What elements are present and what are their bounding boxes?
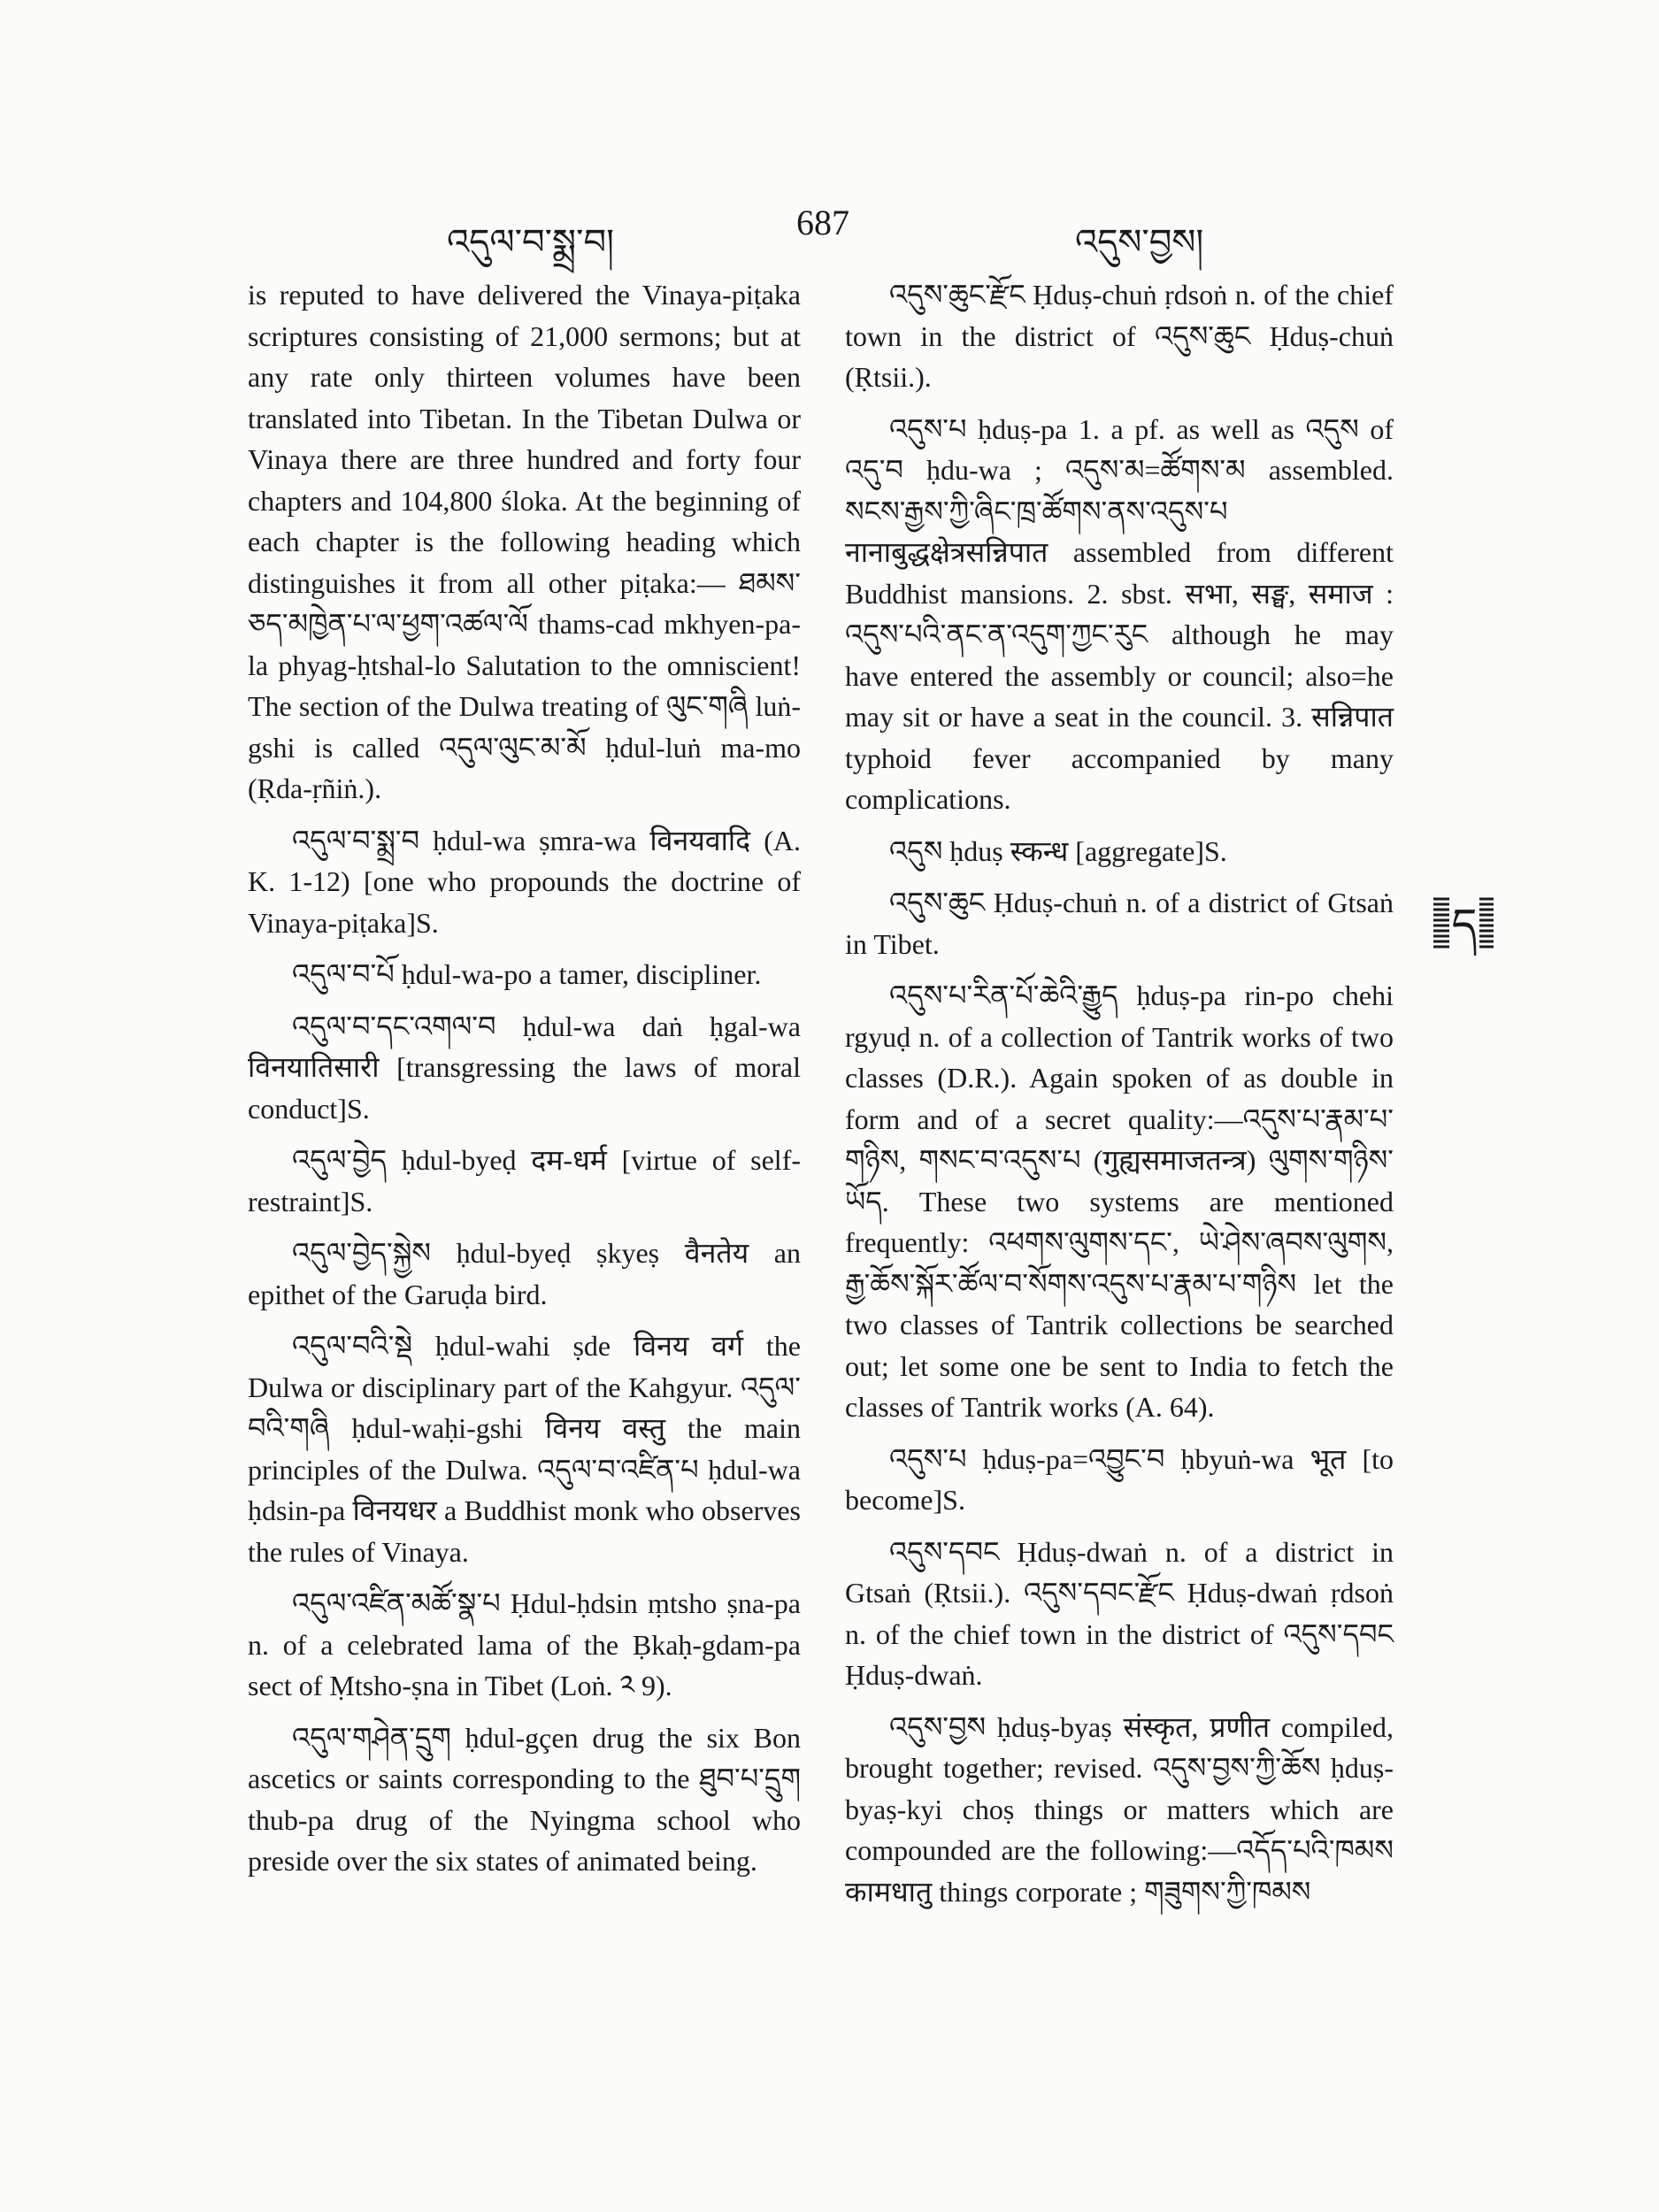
entry: འདུས་པ ḥduṣ-pa 1. a pf. as well as འདུས of འདུ་བ ḥdu-wa ; འདུས་མ=ཚོགས་མ assembled. སངས་རྒྱས་ཀྱི་ཞིང་ཁྲ་ཚོགས་ནས་འདུས་པ नानाबुद्धक्षेत्रसन्निपात assembled from different Buddhist mansions. 2. sbst. सभा, सङ्घ, समाज : འདུས་པའི་ནང་ན་འདུག་ཀྱང་རུང although he may have entered the assembly or council; also=he may sit or have a seat in the council. 3. सन्निपात typhoid fever accompanied by many complications. — [845, 412, 1394, 815]
entry: འདུལ་འཛིན་མཚོ་སྣ་པ Ḥdul-ḥdsin ṃtsho ṣna-pa n. of a celebrated lama of the Ḅkaḥ-gdam-pa sect of Ṃtsho-ṣna in Tibet (Loṅ. ༢ 9). — [248, 1587, 801, 1701]
entry: འདུས ḥduṣ स्कन्ध [aggregate]S. — [889, 834, 1227, 867]
entry: འདུས་ཆུང་རྫོང Ḥduṣ-chuṅ ṛdsoṅ n. of the chief town in the district of འདུས་ཆུང Ḥduṣ-chuṅ (Ṛtsii.). — [845, 279, 1394, 393]
entry: འདུལ་བ་སྨྲ་བ ḥdul-wa ṣmra-wa विनयवादि (A. K. 1-12) [one who propounds the doctrine of Vinaya-piṭaka]S. — [248, 824, 801, 939]
entry: འདུལ་བ་པོ ḥdul-wa-po a tamer, discipliner. — [292, 958, 762, 990]
entry: འདུལ་བྱེད ḥdul-byeḍ दम-धर्म [virtue of self-restraint]S. — [248, 1144, 801, 1217]
entry: འདུལ་གཤེན་དྲུག ḥdul-gçen drug the six Bon ascetics or saints corresponding to the ཐུབ་པ་དྲུག thub-pa drug of the Nyingma school who preside over the six states of animated being. — [248, 1721, 801, 1877]
entry: འདུས་པ་རིན་པོ་ཆེའི་རྒྱུད ḥduṣ-pa rin-po chehi rgyuḍ n. of a collection of Tantrik works of two classes (D.R.). Again spoken of as double in form and of a secret quality:—འདུས་པ་རྣམ་པ་གཉིས, གསང་བ་འདུས་པ (गुह्यसमाजतन्त्र) ལུགས་གཉིས་ཡོད. These two systems are mentioned frequently: འཕགས་ལུགས་དང་, ཡེ་ཤེས་ཞབས་ལུགས, རྒྱ་ཆོས་སྐོར་ཚོལ་བ་སོགས་འདུས་པ་རྣམ་པ་གཉིས let the two classes of Tantrik collections be searched out; let some one be sent to India to fetch the classes of Tantrik works (A. 64). — [845, 979, 1394, 1423]
entry: འདུས་བྱས ḥduṣ-byaṣ संस्कृत, प्रणीत compiled, brought together; revised. འདུས་བྱས་ཀྱི་ཆོས ḥduṣ-byaṣ-kyi choṣ things or matters which are compounded are the following:—འདོད་པའི་ཁམས कामधातु things corporate ; གཟུགས་ཀྱི་ཁམས — [845, 1710, 1394, 1908]
header-right: འདུས་བྱས། — [1075, 222, 1204, 262]
left-column — [248, 274, 801, 1893]
entry: འདུལ་བ་དང་འགལ་བ ḥdul-wa daṅ ḥgal-wa विनयातिसारी [transgressing the laws of moral conduct]S. — [248, 1010, 801, 1125]
thumb-index-tab — [1433, 894, 1494, 956]
entry: འདུས་པ ḥduṣ-pa=འབྱུང་བ ḥbyuṅ-wa भूत [to become]S. — [845, 1442, 1394, 1516]
entry: འདུས་དབང Ḥduṣ-dwaṅ n. of a district in Gtsaṅ (Ṛtsii.). འདུས་དབང་རྫོང Ḥduṣ-dwaṅ ṛdsoṅ n. of the chief town in the district of འདུས་དབང Ḥduṣ-dwaṅ. — [845, 1535, 1394, 1691]
entry: is reputed to have delivered the Vinaya-piṭaka scriptures consisting of 21,000 sermons; but at any rate only thirteen volumes have been translated into Tibetan. In the Tibetan Dulwa or Vinaya there are three hundred and forty four chapters and 104,800 śloka. At the beginning of each chapter is the following heading which distinguishes it from all other piṭaka:— ཐམས་ཅད་མཁྱེན་པ་ལ་ཕྱག་འཚལ་ལོ thams-cad mkhyen-pa-la phyag-ḥtshal-lo Salutation to the omniscient! The section of the Dulwa treating of ལུང་གཞི luṅ-gshi is called འདུལ་ལུང་མ་མོ ḥdul-luṅ ma-mo (Ṛda-ṛñiṅ.). — [248, 279, 801, 804]
entry: འདུལ་བྱེད་སྐྱེས ḥdul-byeḍ ṣkyeṣ वैनतेय an epithet of the Garuḍa bird. — [248, 1237, 801, 1310]
page-number: 687 — [796, 203, 849, 242]
entry: འདུལ་བའི་སྡེ ḥdul-wahi ṣde विनय वर्ग the Dulwa or disciplinary part of the Kahgyur. འདུལ་བའི་གཞི ḥdul-waḥi-gshi विनय वस्तु the main principles of the Dulwa. འདུལ་བ་འཛིན་པ ḥdul-wa ḥdsin-pa विनयधर a Buddhist monk who observes the rules of Vinaya. — [248, 1330, 801, 1568]
tab-glyph: ད — [1451, 899, 1478, 950]
header-left: འདུལ་བ་སྨྲ་བ། — [447, 222, 614, 262]
right-column — [845, 274, 1394, 1923]
entry: འདུས་ཆུང Ḥduṣ-chuṅ n. of a district of Gtsaṅ in Tibet. — [845, 887, 1394, 960]
